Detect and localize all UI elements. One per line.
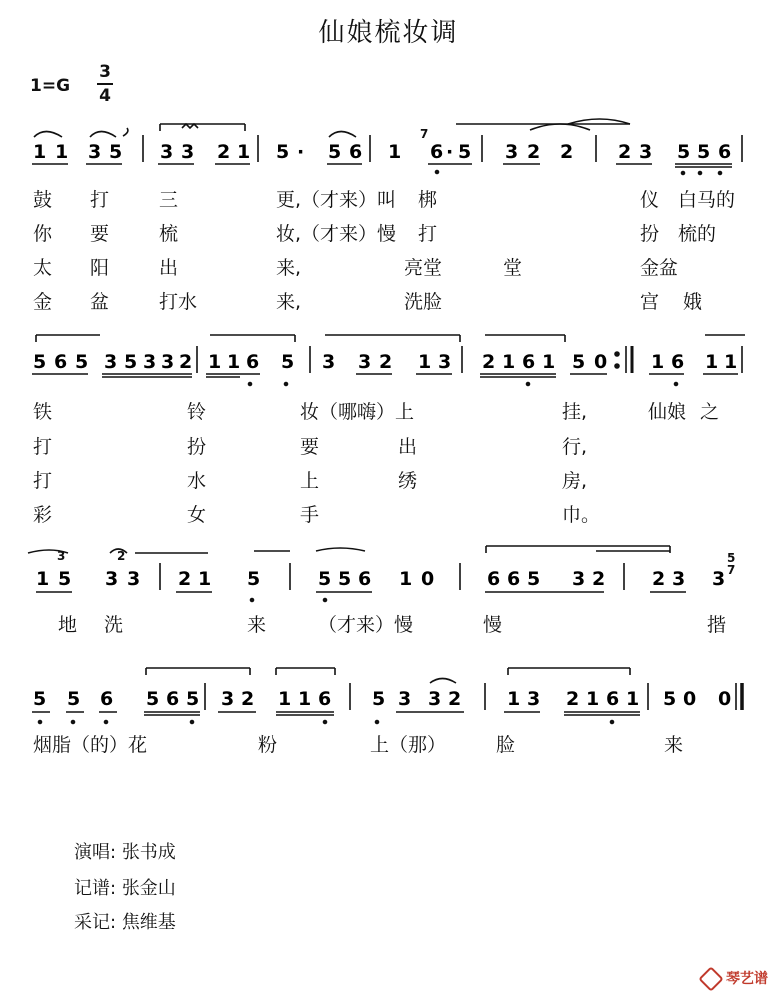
note: 5	[527, 568, 541, 590]
note: 2	[241, 688, 255, 710]
note: 1	[227, 351, 241, 373]
lyric-syllable: 打	[33, 436, 53, 458]
note: 3	[572, 568, 586, 590]
note: 5	[67, 688, 81, 710]
lyric-syllable: 金	[33, 291, 53, 313]
note: 5	[33, 351, 47, 373]
lyric-syllable: 挂,	[562, 401, 588, 423]
svg-text:7: 7	[727, 563, 736, 577]
note: 1	[651, 351, 665, 373]
lyric-syllable: 之	[700, 401, 720, 423]
note: 1	[36, 568, 50, 590]
note: 6	[166, 688, 180, 710]
lyric-syllable: 来,	[276, 291, 302, 313]
note: 2	[179, 351, 193, 373]
lyric-syllable: 揩	[707, 614, 727, 636]
transcriber-name: 张金山	[121, 878, 176, 899]
note: 5	[75, 351, 89, 373]
watermark-logo: 琴艺谱	[702, 968, 768, 988]
lyric-syllable: 脸	[496, 734, 516, 756]
svg-text:3: 3	[57, 549, 66, 563]
collector-name: 焦维基	[121, 912, 176, 933]
svg-text:5: 5	[727, 551, 736, 565]
lyric-syllable: 宫	[640, 291, 660, 313]
lyric-syllable: 盆	[90, 291, 110, 313]
note: 6	[318, 688, 332, 710]
lyric-syllable: 亮堂	[404, 257, 443, 279]
note: 1	[55, 141, 69, 163]
note: 2	[566, 688, 580, 710]
score-title: 仙娘梳妆调	[318, 18, 459, 48]
note: 2	[560, 141, 574, 163]
note: 3	[104, 351, 118, 373]
note: 1	[399, 568, 413, 590]
note: 3	[398, 688, 412, 710]
note: 0	[594, 351, 608, 373]
lyric-syllable: 绣	[398, 470, 418, 492]
note: 6	[358, 568, 372, 590]
note: 3	[105, 568, 119, 590]
note: ·	[446, 141, 454, 163]
note: 6	[349, 141, 363, 163]
note: 0	[421, 568, 435, 590]
note: 5	[697, 141, 711, 163]
note: 6	[671, 351, 685, 373]
lyric-syllable: 扮	[640, 223, 660, 245]
lyric-syllable: 洗脸	[404, 291, 443, 313]
note: 3	[143, 351, 157, 373]
note: 1	[542, 351, 556, 373]
note: 3	[505, 141, 519, 163]
note: 1	[33, 141, 47, 163]
note: 6	[246, 351, 260, 373]
note: 5	[124, 351, 138, 373]
note: 6	[522, 351, 536, 373]
note: 1	[586, 688, 600, 710]
note: 6	[54, 351, 68, 373]
lyric-syllable: 上（那）	[370, 734, 447, 756]
note: 3	[322, 351, 336, 373]
lyric-syllable: 太	[33, 257, 53, 279]
note: 1	[705, 351, 719, 373]
note: 5	[663, 688, 677, 710]
note: 3	[672, 568, 686, 590]
note: 0	[683, 688, 697, 710]
lyric-syllable: 阳	[90, 257, 110, 279]
note: 3	[127, 568, 141, 590]
note: 1	[388, 141, 402, 163]
note: 2	[618, 141, 632, 163]
note: 6	[507, 568, 521, 590]
note: 5	[146, 688, 160, 710]
lyric-syllable: 梳的	[678, 223, 717, 245]
lyric-syllable: 来,	[276, 257, 302, 279]
lyric-syllable: 更,（才来）叫	[276, 189, 397, 211]
note: 3	[181, 141, 195, 163]
lyric-syllable: 女	[187, 504, 207, 526]
note: 5	[109, 141, 123, 163]
lyric-syllable: 堂	[503, 257, 523, 279]
note: 2	[178, 568, 192, 590]
note: 3	[160, 141, 174, 163]
lyric-syllable: 妆（哪嗨）上	[300, 401, 415, 423]
credit-collector: 采记: 焦维基	[74, 912, 176, 933]
lyric-syllable: 打	[33, 470, 53, 492]
lyric-syllable: 铁	[33, 401, 53, 423]
note: 5	[458, 141, 472, 163]
note: 1	[298, 688, 312, 710]
note: 1	[208, 351, 222, 373]
note: 1	[198, 568, 212, 590]
note: 3	[221, 688, 235, 710]
note: 6	[718, 141, 732, 163]
note: 5	[338, 568, 352, 590]
lyric-syllable: 三	[159, 189, 179, 211]
lyric-syllable: 粉	[258, 734, 278, 756]
note: 5	[318, 568, 332, 590]
note: 2	[482, 351, 496, 373]
note: 2	[217, 141, 231, 163]
note: 3	[428, 688, 442, 710]
time-top: 3	[99, 62, 111, 82]
note: 2	[592, 568, 606, 590]
note: 1	[278, 688, 292, 710]
note: 3	[161, 351, 175, 373]
lyric-syllable: 要	[90, 223, 110, 245]
lyric-syllable: 出	[159, 257, 179, 279]
lyric-syllable: 彩	[33, 504, 53, 526]
lyric-syllable: 白马的	[678, 189, 736, 211]
lyric-syllable: 扮	[187, 436, 207, 458]
note: 1	[502, 351, 516, 373]
lyric-syllable: 地	[58, 614, 78, 636]
lyric-syllable: 慢	[483, 614, 503, 636]
svg-text:7: 7	[420, 127, 429, 141]
lyric-syllable: 水	[187, 470, 207, 492]
lyric-syllable: 仙娘	[648, 401, 687, 423]
logo-icon	[698, 966, 723, 991]
note: 2	[448, 688, 462, 710]
lyric-syllable: 出	[398, 436, 418, 458]
note: 1	[724, 351, 738, 373]
note: 6	[430, 141, 444, 163]
note: 6	[487, 568, 501, 590]
lyric-syllable: 梳	[159, 223, 179, 245]
note: 2	[652, 568, 666, 590]
note: 3	[438, 351, 452, 373]
time-bottom: 4	[99, 86, 111, 106]
note: 1	[418, 351, 432, 373]
lyric-syllable: 巾。	[562, 504, 601, 526]
lyric-syllable: 打	[418, 223, 438, 245]
lyric-syllable: 来	[247, 614, 267, 636]
svg-text:2: 2	[117, 549, 126, 563]
lyric-syllable: 打水	[159, 291, 198, 313]
note: 1	[626, 688, 640, 710]
note: ·	[297, 141, 305, 163]
note: 3	[639, 141, 653, 163]
note: 3	[527, 688, 541, 710]
note: 2	[379, 351, 393, 373]
lyric-syllable: 洗	[104, 614, 124, 636]
lyric-syllable: 行,	[562, 436, 588, 458]
credit-singer: 演唱: 张书成	[74, 842, 176, 863]
lyric-syllable: 铃	[187, 401, 207, 423]
note: 3	[712, 568, 726, 590]
note: 6	[606, 688, 620, 710]
lyric-syllable: 金盆	[640, 257, 679, 279]
lyric-syllable: 梆	[418, 189, 438, 211]
note: 1	[507, 688, 521, 710]
note: 3	[88, 141, 102, 163]
lyric-syllable: 仪	[640, 189, 660, 211]
note: 5	[372, 688, 386, 710]
note: 3	[358, 351, 372, 373]
note: 6	[100, 688, 114, 710]
lyric-syllable: 你	[33, 223, 53, 245]
note: 2	[527, 141, 541, 163]
note: 5	[58, 568, 72, 590]
note: 5	[33, 688, 47, 710]
lyric-syllable: （才来）慢	[318, 614, 414, 636]
lyric-syllable: 来	[664, 734, 684, 756]
note: 5	[677, 141, 691, 163]
lyric-syllable: 手	[300, 504, 320, 526]
note: 5	[572, 351, 586, 373]
note: 5	[328, 141, 342, 163]
note: 5	[281, 351, 295, 373]
lyric-syllable: 上	[300, 470, 320, 492]
lyric-syllable: 烟脂（的）花	[33, 734, 148, 756]
note: 0	[718, 688, 732, 710]
lyric-syllable: 娥	[683, 291, 703, 313]
singer-name: 张书成	[121, 842, 176, 863]
lyric-syllable: 妆,（才来）慢	[276, 223, 397, 245]
lyric-syllable: 鼓	[33, 189, 53, 211]
lyric-syllable: 打	[90, 189, 110, 211]
note: 5	[276, 141, 290, 163]
lyric-syllable: 房,	[562, 470, 588, 492]
credit-transcriber: 记谱: 张金山	[74, 878, 176, 899]
lyric-syllable: 要	[300, 436, 320, 458]
note: 5	[247, 568, 261, 590]
key-signature: 1=G	[30, 76, 71, 96]
note: 1	[237, 141, 251, 163]
note: 5	[186, 688, 200, 710]
